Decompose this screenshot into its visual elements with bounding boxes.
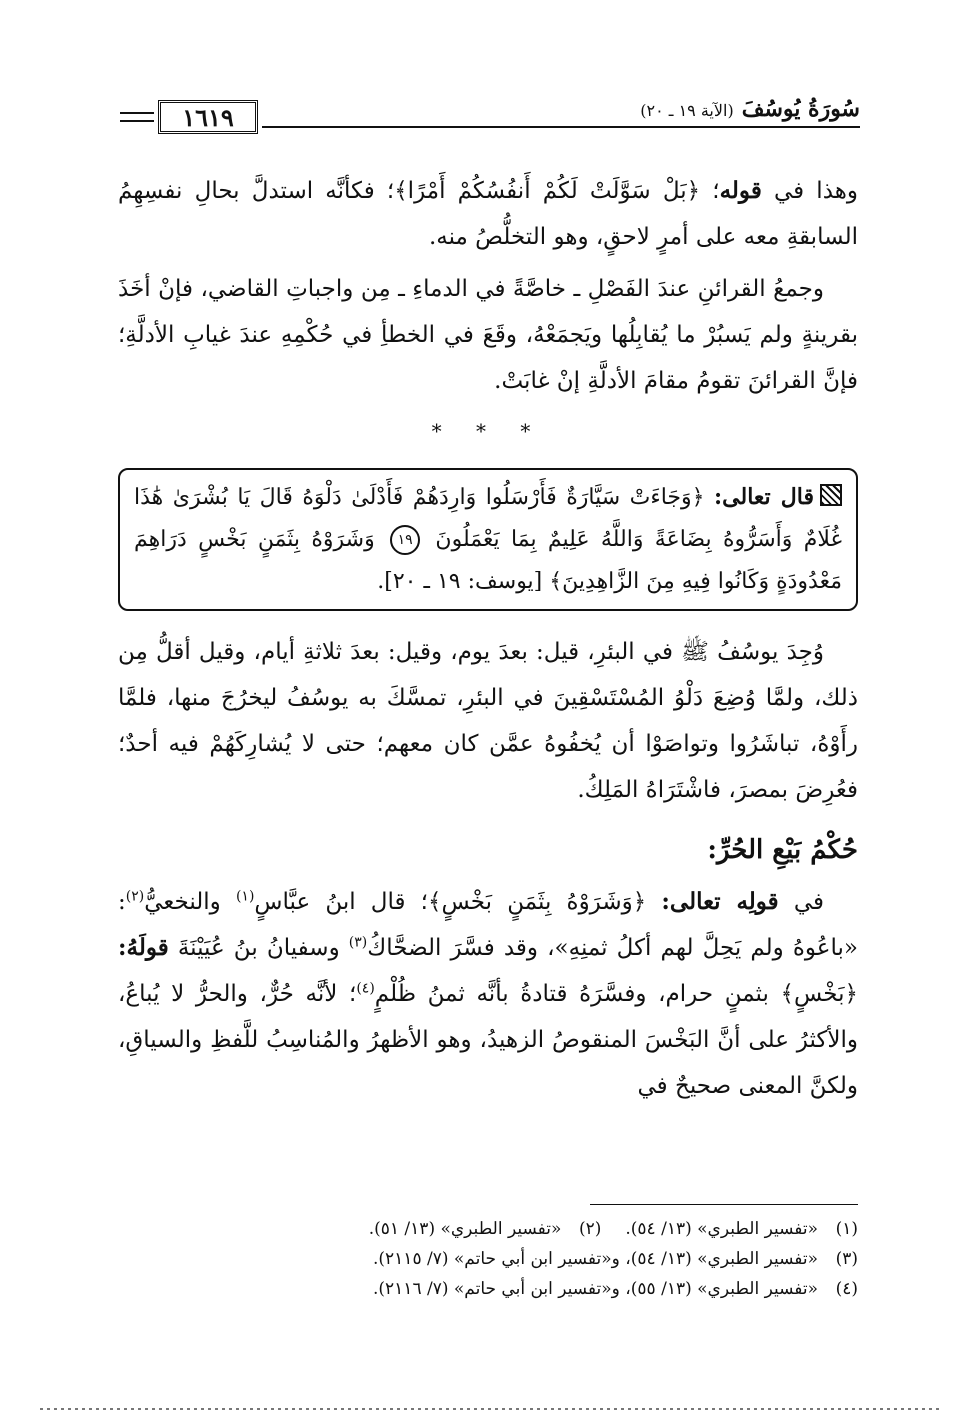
qawluhu-label: قوله	[719, 177, 762, 204]
footnote-1: (١)«تفسير الطبري» (١٣/ ٥٤).	[625, 1219, 858, 1239]
running-head	[640, 96, 860, 122]
verse-intro: قال تعالى:	[714, 484, 814, 510]
page-header	[120, 96, 860, 136]
footnote-ref[interactable]: (٢)	[125, 888, 145, 905]
paragraph-3: وُجِدَ يوسُفُ ﷺ في البئرِ، قيل: بعدَ يوم، وقيل: بعدَ ثلاثةِ أيام، وقيل أقلُّ مِن ذلك، ولمَّا وُضِعَ دَلْوُ المُسْتَسْقِينَ في البئرِ، تمسَّكَ به يوسُفُ ليخرُجَ منها، فلمَّا رأَوْهُ، تباشَرُوا وتواصَوْا أن يُخفُوهُ عمَّن كان معهم؛ حتى لا يُشارِكَهُمْ فيه أحدٌ؛ فعُرِضَ بمصرَ، فاشْتَرَاهُ المَلِكُ.	[118, 639, 858, 803]
quran-quote: ﴿بَخْسٍ﴾	[780, 981, 859, 1007]
footnote-4: (٤)«تفسير الطبري» (١٣/ ٥٥)، و«تفسير ابن أبي حاتم» (٧/ ٢١١٦).	[373, 1279, 858, 1299]
verse-text-2: وَشَرَوْهُ بِثَمَنٍ بَخْسٍ دَرَاهِمَ مَعْدُودَةٍ وَكَانُوا فِيهِ مِنَ الزَّاهِدِينَ﴾	[134, 527, 842, 594]
paragraph-2: وجمعُ القرائنِ عندَ الفَصْلِ ـ خاصَّةً في الدماءِ ـ مِن واجباتِ القاضي، فإنْ أخَذَ بقرينةٍ ولم يَسبُرْ ما يُقابِلُها ويَجمَعْهُ، وقَعَ في الخطأِ في حُكْمِهِ عندَ غيابِ الأدلَّةِ؛ فإنَّ القرائنَ تقومُ مقامَ الأدلَّةِ إنْ غابَتْ.	[118, 276, 858, 394]
ayah-number-marker: ١٩	[390, 525, 420, 555]
separator-stars: * * *	[431, 419, 545, 443]
verse-box	[118, 468, 858, 611]
footnotes	[118, 1214, 858, 1304]
footnote-ref[interactable]: (٣)	[348, 934, 368, 951]
footnote-ref[interactable]: (٤)	[356, 980, 375, 997]
paragraph-1: وهذا في قوله؛ ﴿بَلْ سَوَّلَتْ لَكُمْ أَنفُسُكُمْ أَمْرًا﴾؛ فكأنَّه استدلَّ بحالِ نفسِهِمُ السابقةِ معه على أمرٍ لاحقٍ، وهو التخلُّصُ منه.	[118, 177, 859, 250]
paragraph-4: في قولِه تعالى: ﴿وَشَرَوْهُ بِثَمَنٍ بَخْسٍ﴾؛ قال ابنُ عبَّاسٍ$^{(١)}$ والنخعيُّ$^{(٢)}$: «باعُوهُ ولم يَحِلَّ لهم أكلُ ثمنِهِ»، وقد فسَّرَ الضحَّاكُ$^{(٣)}$ وسفيانُ بنُ عُيَيْنَةَ قولَهُ: ﴿بَخْسٍ﴾ بثمنٍ حرام، وفسَّرَهُ قتادةُ بأنَّه ثمنُ ظُلْمٍ$^{(٤)}$؛ لأنَّه حُرٌّ، والحرُّ لا يُباعُ، والأكثرُ على أنَّ البَخْسَ المنقوصُ الزهيدُ، وهو الأظهرُ والمُناسِبُ للَّفظِ والسياقِ، ولكنَّ المعنى صحيحٌ في	[118, 888, 859, 1099]
quran-quote: ﴿وَشَرَوْهُ بِثَمَنٍ بَخْسٍ﴾	[428, 889, 647, 915]
footnote-rule	[590, 1204, 858, 1205]
header-rule-right	[262, 126, 860, 128]
surah-name: سُورَةُ يُوسُفَ	[741, 96, 860, 122]
verse-text-1: ﴿وَجَاءَتْ سَيَّارَةٌ فَأَرْسَلُوا وَارِدَهُمْ فَأَدْلَىٰ دَلْوَهُ قَالَ يَا بُشْرَىٰ هَٰذَا غُلَامٌ وَأَسَرُّوهُ بِضَاعَةً وَاللَّهُ عَلِيمٌ بِمَا يَعْمَلُونَ	[134, 485, 842, 552]
verse-reference: [يوسف: ١٩ ـ ٢٠].	[377, 569, 543, 594]
ornament-icon	[820, 484, 842, 506]
section-title: حُكْمُ بَيْعِ الحُرِّ:	[707, 835, 858, 865]
header-rule-left-2	[120, 120, 154, 122]
quran-quote: ﴿بَلْ سَوَّلَتْ لَكُمْ أَنفُسُكُمْ أَمْرًا﴾	[394, 178, 701, 204]
header-rule-left	[120, 112, 154, 114]
scan-edge	[40, 1408, 940, 1410]
main-text	[118, 168, 858, 1109]
ayat-range: (الآية ١٩ ـ ٢٠)	[640, 101, 734, 120]
footnote-ref[interactable]: (١)	[235, 888, 255, 905]
footnote-row	[118, 1214, 858, 1244]
footnote-3: (٣)«تفسير الطبري» (١٣/ ٥٤)، و«تفسير ابن أبي حاتم» (٧/ ٢١١٥).	[373, 1249, 858, 1269]
footnote-2: (٢)«تفسير الطبري» (١٣/ ٥١).	[368, 1219, 602, 1239]
page-number: ١٦١٩	[158, 100, 258, 134]
